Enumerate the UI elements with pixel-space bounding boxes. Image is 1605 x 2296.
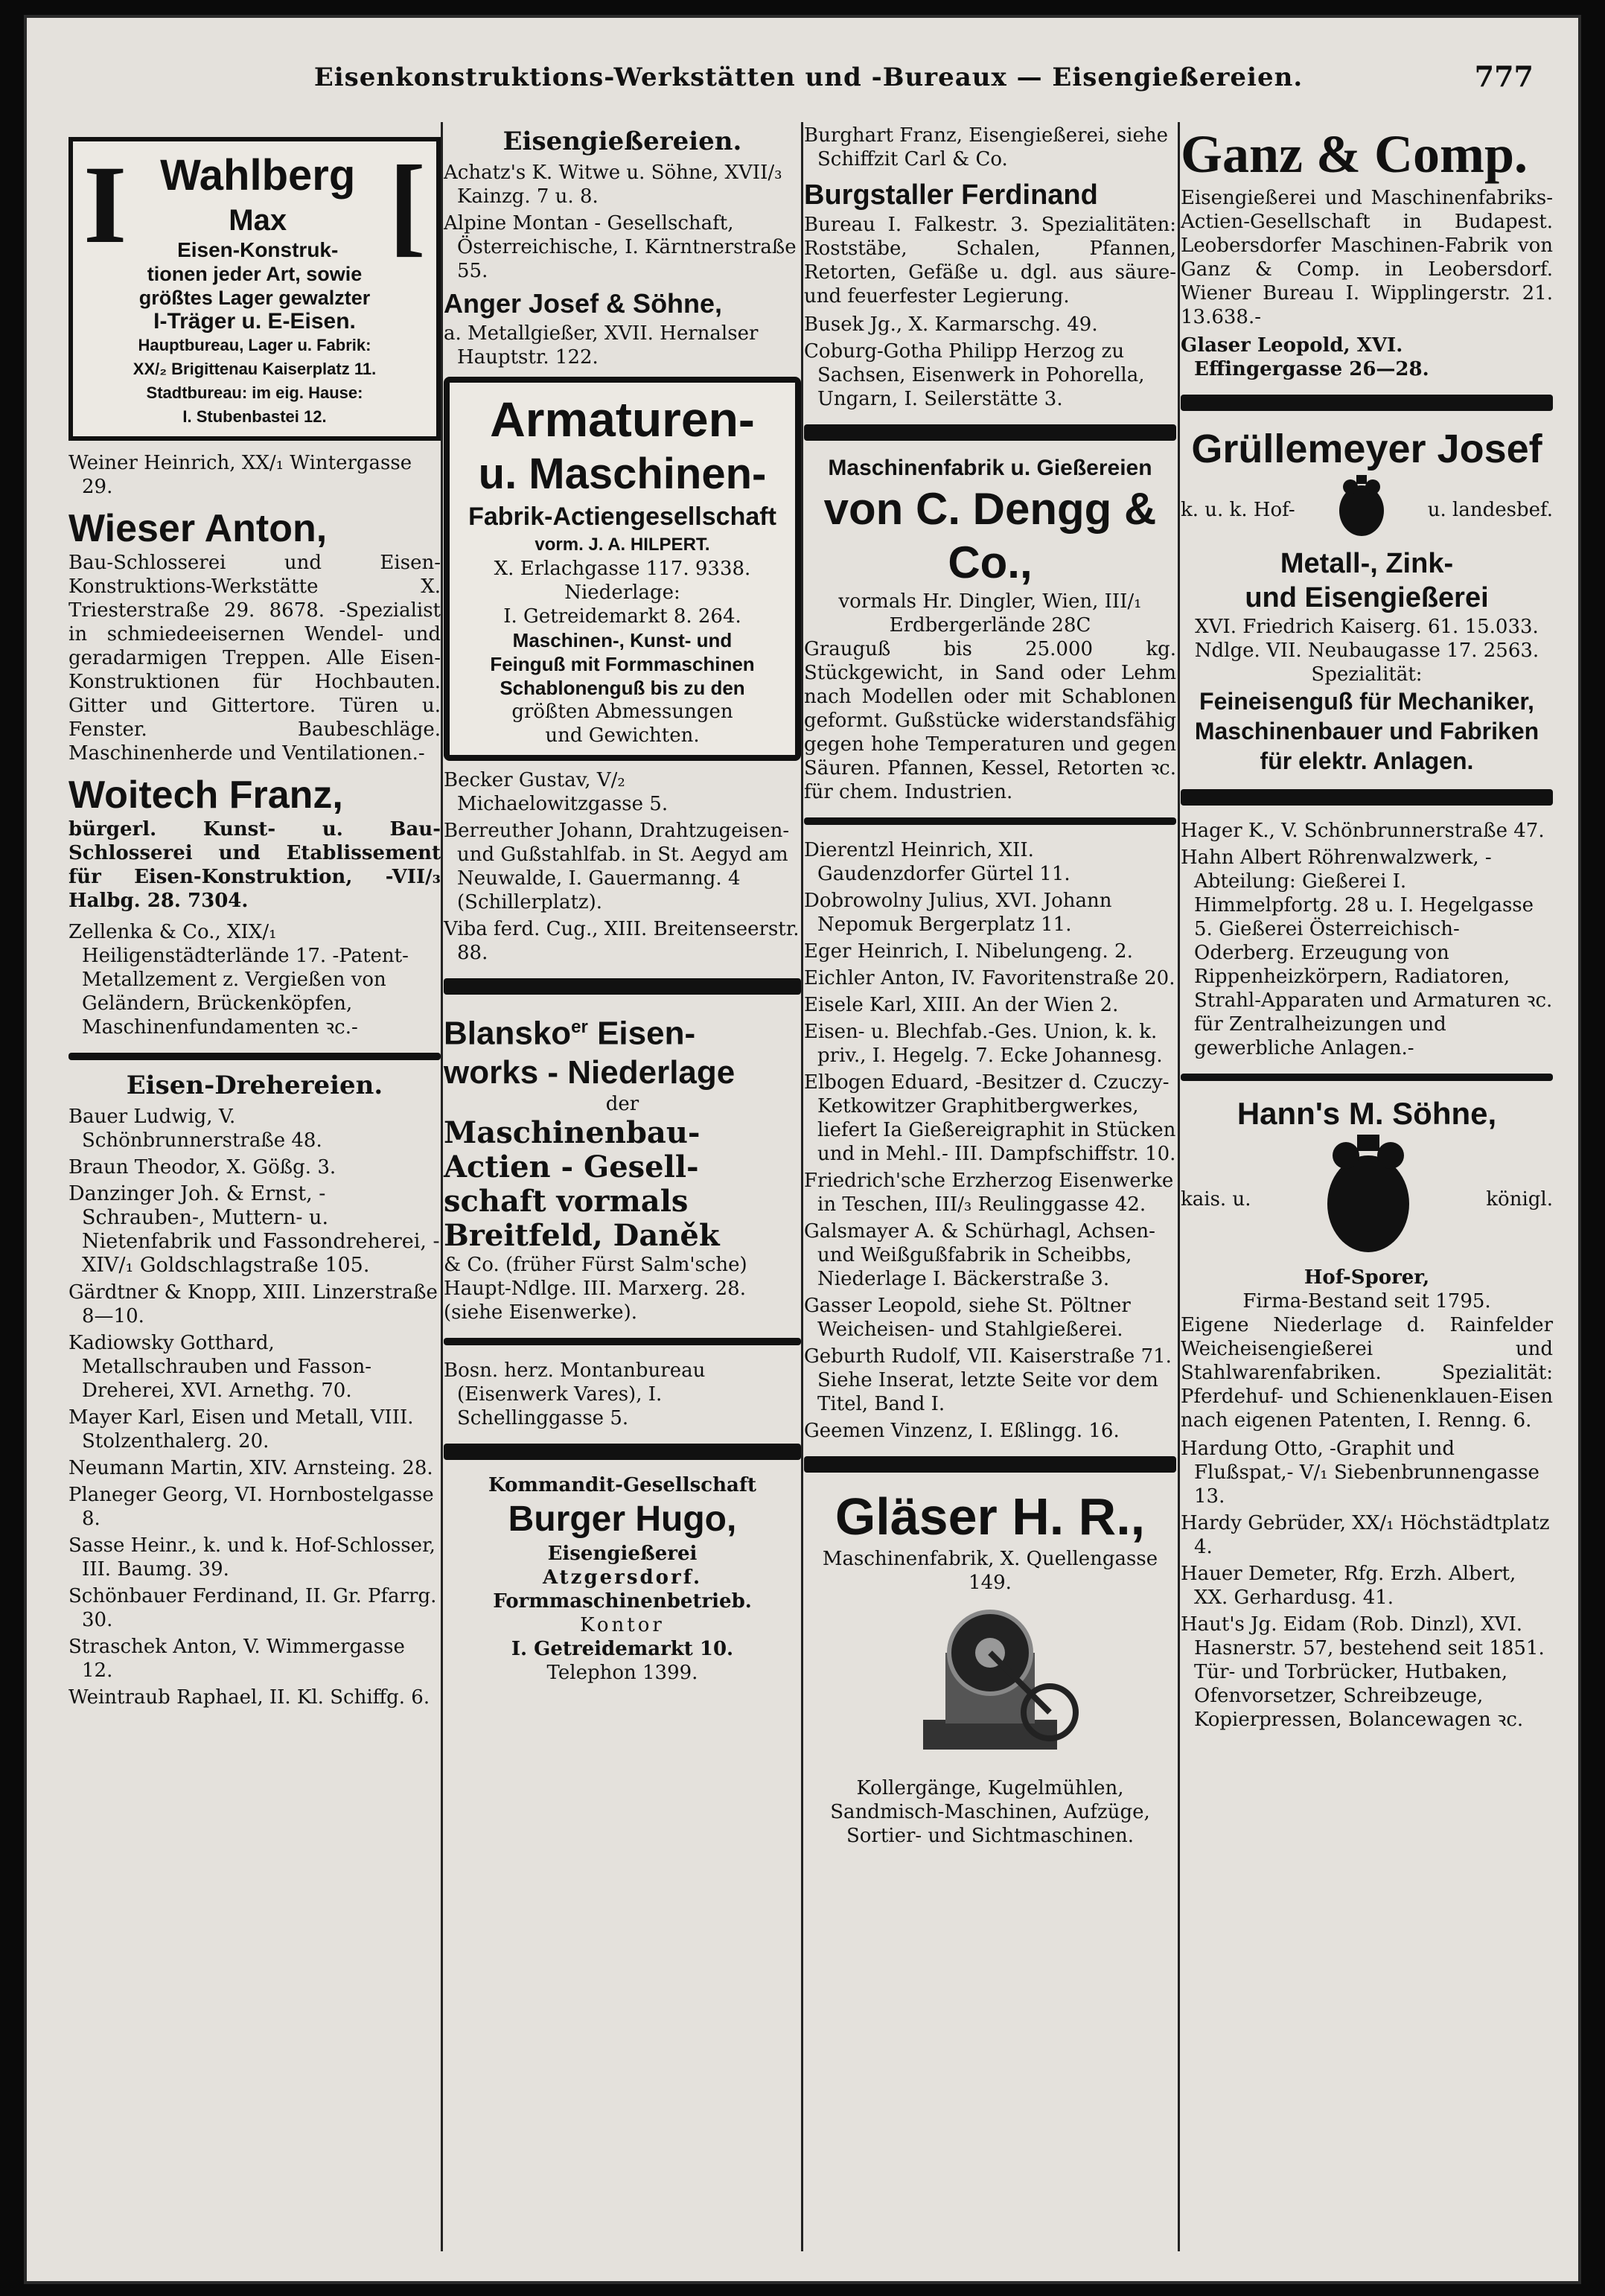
ad-line: (siehe Eisenwerke). [444, 1301, 637, 1324]
ad-title: Gläser H. R., [835, 1487, 1146, 1546]
ad-line: XX/₂ Brigittenau Kaiserplatz 11. [133, 360, 377, 378]
ad-blansko [444, 1008, 801, 1324]
ad-burger [444, 1473, 801, 1685]
list-item: Hager K., V. Schönbrunnerstraße 47. [1181, 820, 1545, 842]
list-item: Coburg-Gotha Philipp Herzog zu Sachsen, Eisenwerk in Pohorella, Ungarn, I. Seilerstätte 3. [804, 340, 1145, 410]
ad-title: Hann's M. Söhne, [1237, 1096, 1497, 1131]
list-item: Hauer Demeter, Rfg. Erzh. Albert, XX. Gerhardusg. 41. [1181, 1563, 1516, 1609]
ad-glaser [804, 1486, 1176, 1848]
ad-line: X. Erlachgasse 117. 9338. [494, 558, 751, 580]
ad-title: Ganz & Comp. [1181, 124, 1528, 184]
ad-line: Atzgersdorf. [542, 1566, 703, 1589]
divider [804, 817, 1176, 825]
ad-line: Breitfeld, Daněk [444, 1217, 720, 1253]
divider [444, 1444, 801, 1460]
ad-line: I. Getreidemarkt 10. [511, 1637, 734, 1660]
ad-title: Burger Hugo, [508, 1499, 737, 1539]
list-item: Bauer Ludwig, V. Schönbrunnerstraße 48. [68, 1106, 322, 1152]
ad-line: tionen jeder Art, sowie [147, 263, 363, 285]
list-item: Elbogen Eduard, -Besitzer d. Czuczy-Ketkowitzer Graphitbergwerkes, liefert Ia Gießereigraphit in Stücken und in Mehl.- III. Dampfschiffstr. 10. [804, 1071, 1176, 1165]
ad-line: Niederlage: [564, 581, 680, 604]
ad-title: Woitech Franz, [68, 774, 343, 817]
ad-title: Grüllemeyer Josef [1191, 427, 1542, 471]
list-item: Hardy Gebrüder, XX/₁ Höchstädtplatz 4. [1181, 1512, 1550, 1558]
list-item: Viba ferd. Cug., XIII. Breitenseerstr. 88. [444, 918, 800, 964]
divider [444, 978, 801, 995]
list-item: Sasse Heinr., k. und k. Hof-Schlosser, III. Baumg. 39. [68, 1534, 435, 1581]
divider [804, 424, 1176, 441]
list-item: Eichler Anton, IV. Favoritenstraße 20. [804, 967, 1175, 989]
ad-dengg [804, 454, 1176, 804]
ad-grullemeyer: Grüllemeyer Josef k. u. k. Hof- u. landesbef. Metall-, Zink- und Eisengießerei XVI. Friedrich Kaiserg. 61. 15.033. Ndlge. VII. Neubaugasse 17. 2563. Spezialität: Feineisenguß für Mechaniker, Maschinenbauer und Fabriken für elektr. Anlagen. [1181, 424, 1553, 776]
list-item: a. Metallgießer, XVII. Hernalser Hauptstr. 122. [444, 322, 759, 369]
machine-illustration [804, 1601, 1176, 1770]
ad-line: Maschinen-, Kunst- und [512, 629, 733, 651]
ad-wahlberg [68, 137, 441, 441]
divider [804, 1456, 1176, 1473]
ad-text: bürgerl. Kunst- u. Bau-Schlosserei und Etablissement für Eisen-Konstruktion, -VII/₃ Halbg. 28. 7304. [68, 818, 441, 912]
ad-line: größtes Lager gewalzter [138, 287, 371, 309]
list-item: Straschek Anton, V. Wimmergasse 12. [68, 1636, 405, 1682]
page-number: 777 [1474, 60, 1534, 93]
column-rule [441, 122, 443, 2251]
ad-line: Feineisenguß für Mechaniker, Maschinenbauer und Fabriken für elektr. Anlagen. [1194, 688, 1539, 774]
ad-line: Schablonenguß bis zu den [500, 677, 745, 699]
list-item: Haut's Jg. Eidam (Rob. Dinzl), XVI. Hasnerstr. 57, bestehend seit 1851. Tür- und Torbrücker, Hutbaken, Ofenvorsetzer, Schreibzeuge, Kopierpressen, Bolancewagen ꝛc. [1181, 1613, 1545, 1731]
ad-line: I. Getreidemarkt 8. 264. [503, 605, 741, 628]
ad-line: I. Stubenbastei 12. [182, 407, 327, 426]
ad-line: vorm. J. A. HILPERT. [535, 535, 710, 555]
list-item: Friedrich'sche Erzherzog Eisenwerke in Teschen, III/₃ Reulinggasse 42. [804, 1170, 1174, 1216]
ad-title: Wahlberg [160, 151, 356, 200]
ad-line: schaft vormals [444, 1183, 689, 1219]
double-headed-eagle-icon [1312, 1133, 1424, 1266]
ad-subtitle: Max [229, 204, 287, 237]
section-heading: Eisengießereien. [502, 127, 742, 156]
ad-line: der [605, 1092, 639, 1115]
column-2 [444, 122, 801, 2251]
list-item: Danzinger Joh. & Ernst, -Schrauben-, Muttern- u. Nietenfabrik und Fassondreherei, -XIV/₁ Goldschlagstraße 105. [68, 1182, 440, 1277]
list-item: Eger Heinrich, I. Nibelungeng. 2. [804, 940, 1133, 963]
ad-line: Kollergänge, Kugelmühlen, Sandmisch-Maschinen, Aufzüge, Sortier- und Sichtmaschinen. [830, 1777, 1150, 1847]
i-beam-icon: I [83, 143, 127, 267]
ad-line: Kommandit-Gesellschaft [488, 1473, 757, 1496]
column-3 [804, 122, 1176, 2251]
list-item: Zellenka & Co., XIX/₁ Heiligenstädterlände 17. -Patent-Metallzement z. Vergießen von Geländern, Brückenköpfen, Maschinenfundamenten ꝛc.- [68, 921, 409, 1039]
ad-title: u. Maschinen- [478, 450, 767, 498]
list-item: Geburth Rudolf, VII. Kaiserstraße 71. Siehe Inserat, letzte Seite vor dem Titel, Band I. [804, 1345, 1172, 1415]
ad-line: Hof-Sporer, [1304, 1266, 1430, 1289]
list-item: Berreuther Johann, Drahtzugeisen- und Gußstahlfab. in St. Aegyd am Neuwalde, I. Gauermanng. 4 (Schillerplatz). [444, 820, 790, 913]
divider [1181, 789, 1553, 806]
list-item: Eisen- u. Blechfab.-Ges. Union, k. k. priv., I. Hegelg. 7. Ecke Johannesg. [804, 1021, 1163, 1067]
ad-line: Spezialität: [1311, 663, 1423, 686]
ad-line: Kontor [580, 1613, 665, 1636]
ad-line: Maschinenbau- [444, 1114, 701, 1150]
section-heading: Eisen-Drehereien. [126, 1071, 383, 1100]
column-rule [1178, 122, 1180, 2251]
column-1 [68, 122, 441, 2251]
ad-line: Feinguß mit Formmaschinen [490, 653, 755, 675]
ad-line: Metall-, Zink- [1280, 548, 1454, 579]
running-header: Eisenkonstruktions-Werkstätten und -Bureaux — Eisengießereien. [313, 63, 1304, 92]
ad-title: Burgstaller Ferdinand [804, 179, 1098, 211]
list-item: Neumann Martin, XIV. Arnsteing. 28. [68, 1457, 433, 1479]
list-item: Gasser Leopold, siehe St. Pöltner Weicheisen- und Stahlgießerei. [804, 1295, 1131, 1341]
ad-line: Hauptbureau, Lager u. Fabrik: [138, 336, 371, 354]
list-item: Dierentzl Heinrich, XII. Gaudenzdorfer Gürtel 11. [804, 839, 1070, 885]
ad-title: Anger Josef & Söhne, [444, 288, 723, 319]
ad-line: Actien - Gesell- [444, 1149, 699, 1184]
ad-line: XVI. Friedrich Kaiserg. 61. 15.033. Ndlge. VII. Neubaugasse 17. 2563. [1194, 616, 1539, 662]
ad-line: und Eisengießerei [1245, 582, 1489, 613]
divider [1181, 395, 1553, 411]
list-item: Alpine Montan - Gesellschaft, Österreichische, I. Kärntnerstraße 55. [444, 212, 797, 282]
ad-text: Bureau I. Falkestr. 3. Spezialitäten: Roststäbe, Schalen, Pfannen, Retorten, Gefäße u. dgl. aus säure- und feuerfester Legierung. [804, 214, 1176, 307]
ad-line: Formmaschinenbetrieb. [493, 1589, 752, 1613]
ad-line: Firma-Bestand seit 1795. [1242, 1290, 1491, 1313]
ad-line: Telephon 1399. [546, 1661, 698, 1684]
ad-line: I-Träger u. E-Eisen. [153, 309, 356, 334]
ad-line: größten Abmessungen [511, 701, 733, 723]
list-item: Gärdtner & Knopp, XIII. Linzerstraße 8—10. [68, 1281, 438, 1327]
ad-line: Stadtbureau: im eig. Hause: [146, 383, 363, 402]
ad-title: Blansko$^{er}$ Eisen- [444, 1015, 696, 1052]
ad-line: Maschinenfabrik u. Gießereien [828, 456, 1152, 480]
list-item: Weintraub Raphael, II. Kl. Schiffg. 6. [68, 1686, 430, 1709]
divider [1181, 1074, 1553, 1081]
ad-title: von C. Dengg & Co., [823, 484, 1157, 587]
ad-text: Eigene Niederlage d. Rainfelder Weicheisengießerei und Stahlwarenfabriken. Spezialität: Pferdehuf- und Schienenklauen-Eisen nach eigenen Patenten, I. Renng. 6. [1181, 1314, 1553, 1432]
list-item: Achatz's K. Witwe u. Söhne, XVII/₃ Kainzg. 7 u. 8. [444, 162, 782, 208]
ad-title: Wieser Anton, [68, 507, 328, 550]
list-item: Hahn Albert Röhrenwalzwerk, -Abteilung: Gießerei I. Himmelpfortg. 28 u. I. Hegelgasse 5. Gießerei Österreichisch-Oderberg. Erzeugung von Rippenheizkörpern, Radiatoren, Strahl-Apparaten und Armaturen ꝛc. für Zentralheizungen und gewerbliche Anlagen.- [1181, 846, 1553, 1059]
list-item: Glaser Leopold, XVI. Effingergasse 26—28. [1181, 334, 1429, 380]
list-item: Geemen Vinzenz, I. Eßlingg. 16. [804, 1420, 1120, 1442]
ad-text: Grauguß bis 25.000 kg. Stückgewicht, in Sand oder Lehm nach Modellen oder mit Schablonen geformt. Gußstücke widerstandsfähig gegen hohe Temperaturen und gegen Säuren. Pfannen, Kessel, Retorten ꝛc. für chem. Industrien. [804, 638, 1176, 803]
page [27, 18, 1578, 2281]
c-beam-icon: [ [389, 143, 426, 267]
ad-line: vormals Hr. Dingler, Wien, III/₁ Erdbergerlände 28C [838, 590, 1142, 637]
list-item: Braun Theodor, X. Gößg. 3. [68, 1156, 336, 1179]
ad-text: Bau-Schlosserei und Eisen-Konstruktions-Werkstätte X. Triesterstraße 29. 8678. -Spezialist in schmiedeeisernen Wendel- und geradarmigen Treppen. Alle Eisen-Konstruktionen für Hochbauten. Gitter und Gittertore. Türen u. Fenster. Baubeschläge. Maschinenherde und Ventilationen.- [68, 552, 441, 765]
list-item: Hardung Otto, -Graphit und Flußspat,- V/₁ Siebenbrunnengasse 13. [1181, 1438, 1539, 1508]
ad-title: Armaturen- [490, 392, 755, 447]
list-item: Eisele Karl, XIII. An der Wien 2. [804, 994, 1119, 1016]
ad-line: Eisengießerei [547, 1542, 698, 1565]
list-item: Becker Gustav, V/₂ Michaelowitzgasse 5. [444, 769, 669, 815]
list-item: Schönbauer Ferdinand, II. Gr. Pfarrg. 30. [68, 1585, 437, 1631]
list-item: Weiner Heinrich, XX/₁ Wintergasse 29. [68, 452, 412, 498]
list-item: Kadiowsky Gotthard, Metallschrauben und Fasson-Dreherei, XVI. Arnethg. 70. [68, 1332, 371, 1402]
ad-line: Maschinenfabrik, X. Quellengasse 149. [822, 1548, 1158, 1594]
list-item: Bosn. herz. Montanbureau (Eisenwerk Vares), I. Schellinggasse 5. [444, 1359, 706, 1429]
divider [444, 1338, 801, 1345]
ad-text: Eisengießerei und Maschinenfabriks-Actien-Gesellschaft in Budapest. Leobersdorfer Maschinen-Fabrik von Ganz & Comp. in Leobersdorf. Wiener Bureau I. Wipplingerstr. 21. 13.638.- [1181, 187, 1553, 328]
list-item: Mayer Karl, Eisen und Metall, VIII. Stolzenthalerg. 20. [68, 1406, 414, 1452]
ad-line: und Gewichten. [545, 724, 700, 747]
ad-line: Eisen-Konstruk- [177, 238, 339, 261]
list-item: Planeger Georg, VI. Hornbostelgasse 8. [68, 1484, 434, 1530]
ad-line: & Co. (früher Fürst Salm'sche) Haupt-Ndlge. III. Marxerg. 28. [444, 1253, 747, 1300]
column-rule [801, 122, 803, 2251]
list-item: Dobrowolny Julius, XVI. Johann Nepomuk Bergerplatz 11. [804, 890, 1112, 936]
ad-hanns: Hann's M. Söhne, kais. u. königl. Hof-Sporer, Firma-Bestand seit 1795. Eigene Niederlage d. Rainfelder Weicheisengießerei und Stahlwarenfabriken. Spezialität: Pferdehuf- und Schienenklauen-Eisen nach eigenen Patenten, I. Renng. 6. [1181, 1096, 1553, 1432]
ad-title: works - Niederlage [444, 1053, 736, 1091]
divider [68, 1053, 441, 1060]
ad-line: Fabrik-Actiengesellschaft [468, 503, 776, 531]
double-headed-eagle-icon [1328, 473, 1395, 546]
list-item: Galsmayer A. & Schürhagl, Achsen- und Weißgußfabrik in Scheibbs, Niederlage I. Bäckerstraße 3. [804, 1220, 1155, 1290]
column-4 [1181, 122, 1553, 2251]
ad-armaturen [444, 377, 801, 761]
list-item: Burghart Franz, Eisengießerei, siehe Schiffzit Carl & Co. [804, 124, 1168, 170]
list-item: Busek Jg., X. Karmarschg. 49. [804, 313, 1098, 336]
